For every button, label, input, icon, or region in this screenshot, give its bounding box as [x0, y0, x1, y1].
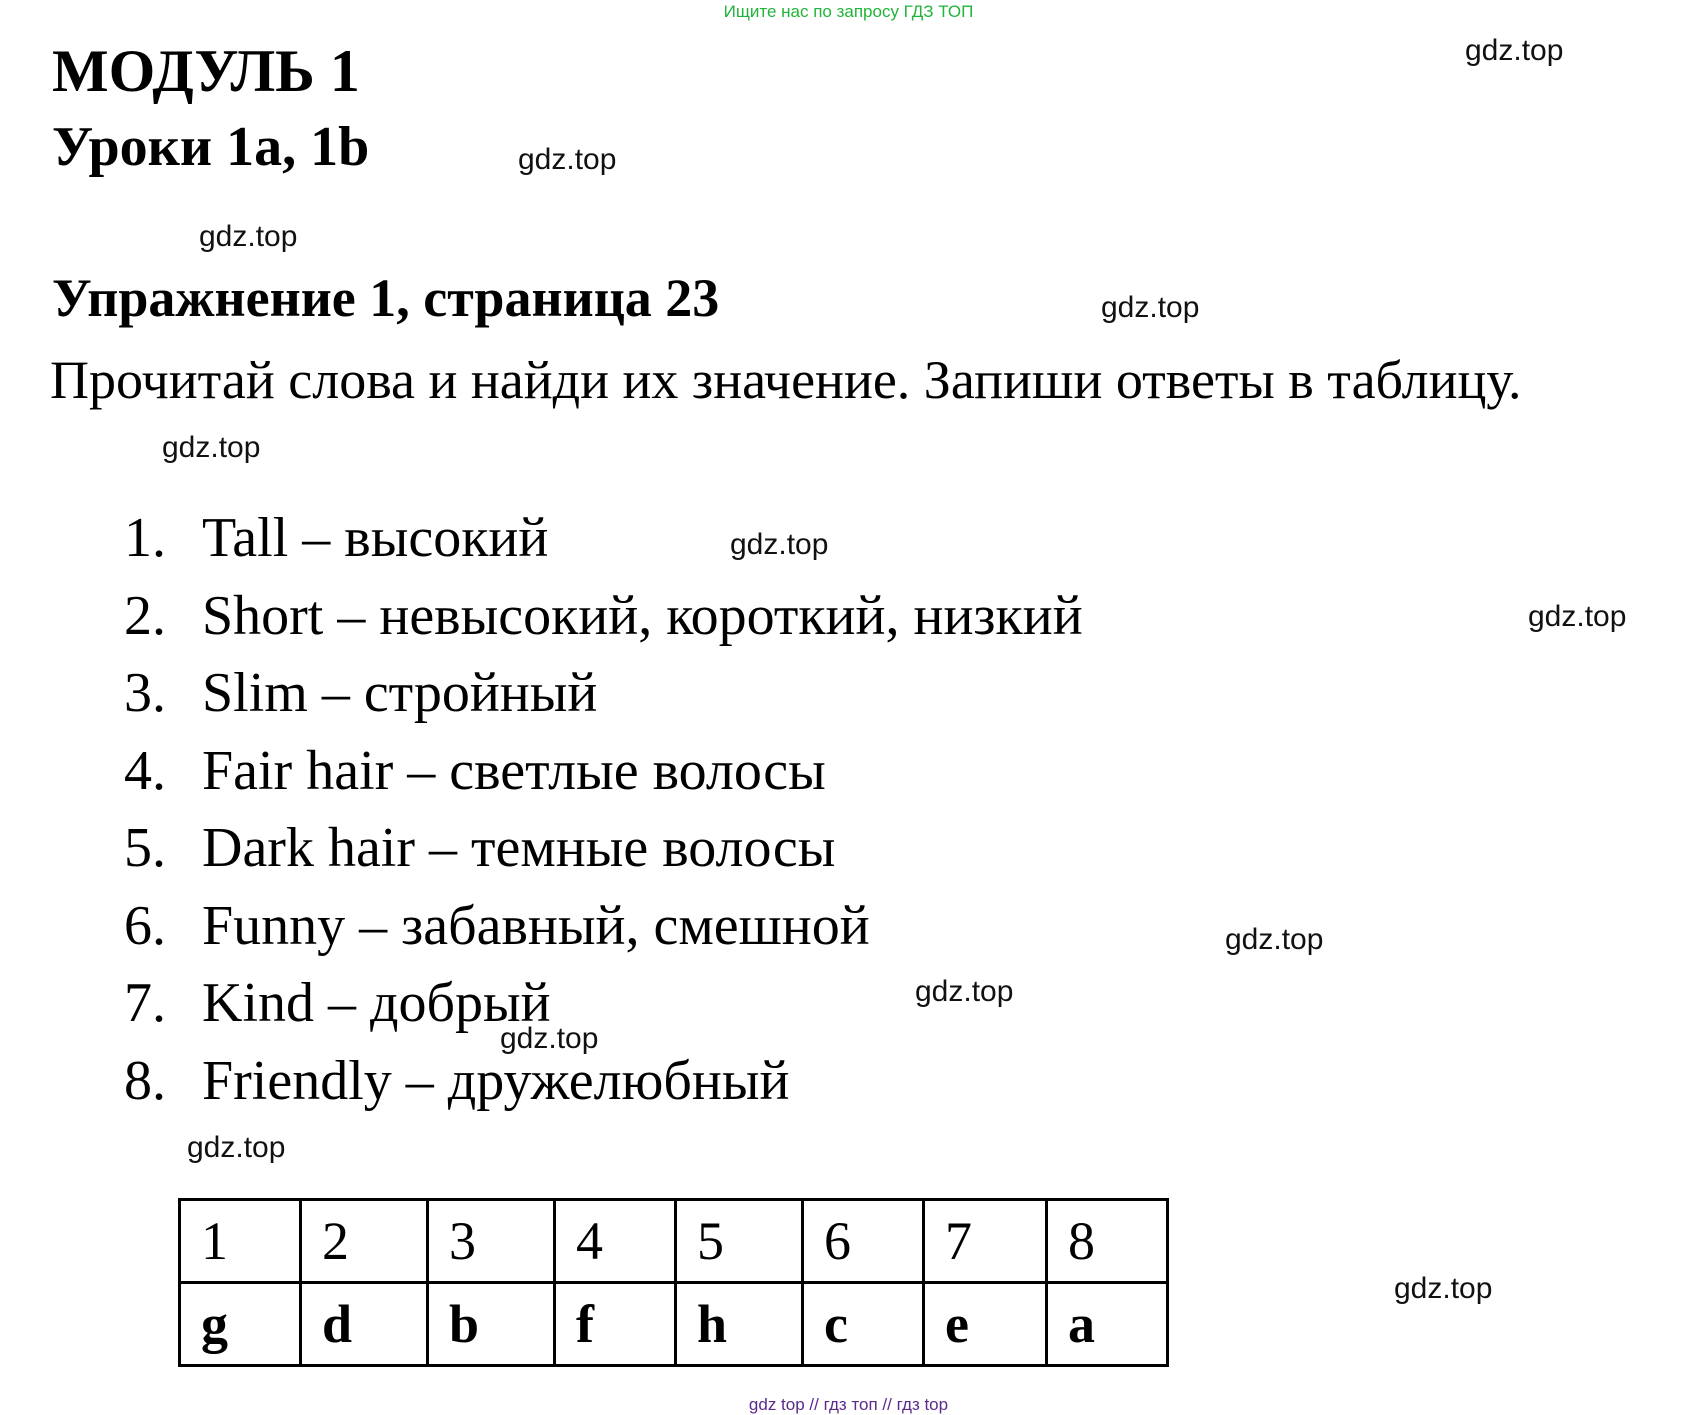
watermark: gdz.top — [162, 431, 261, 464]
item-text: Short – невысокий, короткий, низкий — [202, 584, 1083, 647]
watermark: gdz.top — [1465, 34, 1564, 67]
item-text: Kind – добрый — [202, 972, 551, 1034]
item-number: 8. — [124, 1049, 166, 1112]
item-text: Slim – стройный — [202, 662, 598, 724]
module-title: МОДУЛЬ 1 — [52, 38, 360, 104]
item-text: Dark hair – темные волосы — [202, 817, 836, 879]
item-number: 1. — [124, 507, 166, 569]
item-text: Friendly – дружелюбный — [202, 1049, 790, 1112]
item-text: Fair hair – светлые волосы — [202, 739, 826, 802]
item-number: 7. — [124, 972, 166, 1034]
item-number: 2. — [124, 584, 166, 647]
table-cell: e — [924, 1283, 1047, 1366]
table-cell: 5 — [676, 1200, 803, 1283]
table-cell: 6 — [803, 1200, 924, 1283]
item-number: 3. — [124, 662, 166, 724]
list-item — [124, 500, 1083, 578]
lessons-title: Уроки 1a, 1b — [52, 116, 370, 178]
table-cell: 4 — [555, 1200, 676, 1283]
watermark: gdz.top — [1225, 923, 1324, 956]
table-cell: 7 — [924, 1200, 1047, 1283]
watermark: gdz.top — [915, 975, 1014, 1008]
list-item — [124, 655, 1083, 733]
table-cell: 3 — [428, 1200, 555, 1283]
watermark: gdz.top — [1528, 600, 1627, 633]
table-row — [180, 1200, 1168, 1283]
item-text: Funny – забавный, смешной — [202, 894, 870, 957]
watermark: gdz.top — [500, 1022, 599, 1055]
table-cell: 1 — [180, 1200, 301, 1283]
vocab-list — [124, 500, 1083, 1120]
item-text: Tall – высокий — [202, 507, 549, 569]
watermark: gdz.top — [1394, 1272, 1493, 1305]
watermark: gdz.top — [1101, 291, 1200, 324]
top-banner: Ищите нас по запросу ГДЗ ТОП — [723, 2, 974, 21]
answer-table — [178, 1198, 1169, 1367]
table-cell: f — [555, 1283, 676, 1366]
list-item — [124, 888, 1083, 966]
table-cell: d — [301, 1283, 428, 1366]
table-cell: 8 — [1047, 1200, 1168, 1283]
exercise-title: Упражнение 1, страница 23 — [52, 268, 720, 328]
table-row — [180, 1283, 1168, 1366]
table-cell: c — [803, 1283, 924, 1366]
list-item — [124, 733, 1083, 811]
table-cell: a — [1047, 1283, 1168, 1366]
table-cell: g — [180, 1283, 301, 1366]
table-cell: b — [428, 1283, 555, 1366]
watermark: gdz.top — [187, 1131, 286, 1164]
item-number: 5. — [124, 817, 166, 879]
table-cell: 2 — [301, 1200, 428, 1283]
instruction-text: Прочитай слова и найди их значение. Запиши ответы в таблицу. — [50, 350, 1522, 410]
table-cell: h — [676, 1283, 803, 1366]
list-item — [124, 810, 1083, 888]
item-number: 4. — [124, 739, 166, 802]
item-number: 6. — [124, 894, 166, 957]
list-item — [124, 1043, 1083, 1121]
watermark: gdz.top — [730, 528, 829, 561]
list-item — [124, 578, 1083, 656]
footer-banner: gdz top // гдз топ // гдз top — [748, 1395, 949, 1414]
watermark: gdz.top — [518, 143, 617, 176]
watermark: gdz.top — [199, 220, 298, 253]
